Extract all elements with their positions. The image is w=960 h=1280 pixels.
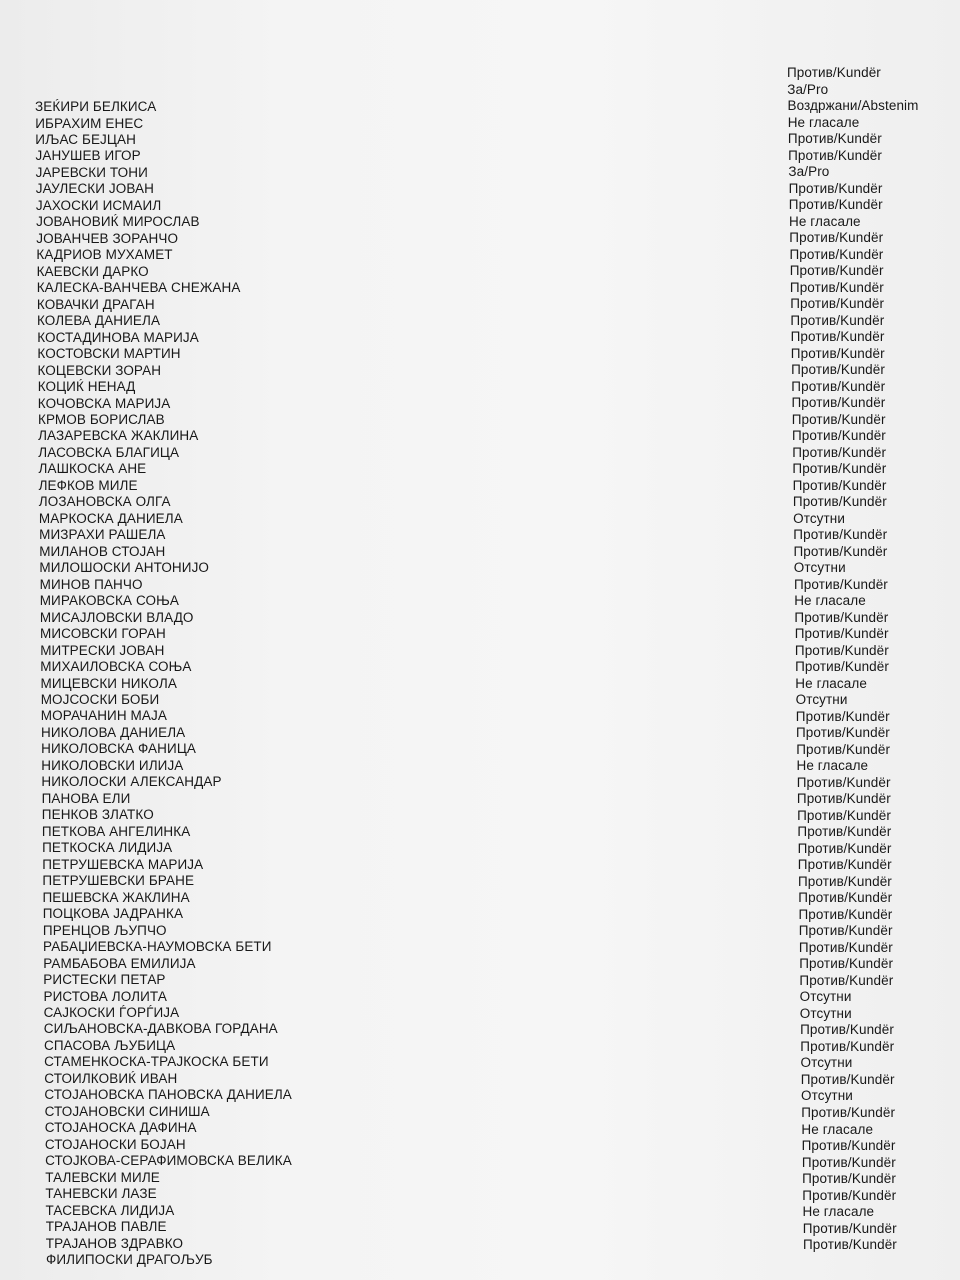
- vote-result: Против/Kundër: [798, 873, 892, 889]
- vote-result: Против/Kundër: [788, 147, 882, 163]
- vote-result: Против/Kundër: [795, 708, 890, 724]
- vote-result: Против/Kundër: [793, 543, 888, 559]
- voter-name: НИКОЛОВСКИ ИЛИЈА: [41, 757, 184, 773]
- vote-result: Против/Kundër: [791, 395, 886, 411]
- vote-result: За/Pro: [788, 164, 830, 179]
- vote-result: Против/Kundër: [789, 246, 884, 262]
- voter-name: ЈАНУШЕВ ИГОР: [35, 148, 141, 164]
- voter-name: МАРКОСКА ДАНИЕЛА: [38, 510, 183, 526]
- voter-name: СТОЈАНОВСКА ПАНОВСКА ДАНИЕЛА: [44, 1087, 292, 1103]
- voter-name: СТОИЛКОВИЌ ИВАН: [44, 1070, 178, 1086]
- vote-result: Отсутни: [795, 692, 848, 708]
- vote-result: Против/Kundër: [791, 378, 886, 394]
- voter-name: СПАСОВА ЉУБИЦА: [44, 1037, 176, 1053]
- voter-name: ТАСЕВСКА ЛИДИЈА: [45, 1202, 175, 1218]
- voter-name: РАМБАБОВА ЕМИЛИЈА: [43, 955, 196, 971]
- vote-result: Против/Kundër: [798, 939, 893, 955]
- vote-result: Не гласале: [795, 675, 867, 691]
- vote-result: Против/Kundër: [792, 428, 886, 444]
- vote-result: Против/Kundër: [795, 659, 889, 675]
- vote-result: Не гласале: [796, 758, 869, 774]
- vote-result: Против/Kundër: [788, 197, 883, 213]
- voter-name: ТРАЈАНОВ ЗДРАВКО: [45, 1235, 184, 1251]
- vote-result: Против/Kundër: [788, 180, 883, 196]
- vote-result: Против/Kundër: [789, 279, 884, 295]
- voter-name: СТОЈКОВА-СЕРАФИМОВСКА ВЕЛИКА: [45, 1153, 292, 1169]
- vote-result: Против/Kundër: [800, 1038, 895, 1054]
- voter-name: КОЦИЌ НЕНАД: [37, 379, 136, 394]
- voter-name: МИТРЕСКИ ЈОВАН: [40, 642, 165, 658]
- vote-result: Против/Kundër: [801, 1104, 896, 1120]
- voter-name: САЈКОСКИ ЃОРЃИЈА: [43, 1004, 180, 1020]
- vote-result: Против/Kundër: [802, 1187, 897, 1203]
- voter-name: КОЛЕВА ДАНИЕЛА: [37, 313, 161, 329]
- vote-result: Воздржани/Abstenim: [787, 98, 919, 113]
- voter-name: ЛАЗАРЕВСКА ЖАКЛИНА: [38, 428, 199, 444]
- voter-name: ТРАЈАНОВ ПАВЛЕ: [45, 1219, 167, 1235]
- voter-name: МИЗРАХИ РАШЕЛА: [39, 527, 166, 543]
- vote-result: Против/Kundër: [797, 807, 891, 823]
- vote-result: Против/Kundër: [787, 65, 881, 80]
- voter-name: МИСАЈЛОВСКИ ВЛАДО: [39, 609, 194, 625]
- voter-name: МОРАЧАНИН МАЈА: [40, 708, 167, 724]
- vote-result: Отсутни: [793, 510, 846, 526]
- voter-name: ПЕТКОСКА ЛИДИЈА: [42, 840, 173, 856]
- voter-name: НИКОЛОВСКА ФАНИЦА: [41, 741, 197, 757]
- vote-result: Против/Kundër: [800, 1022, 894, 1038]
- voter-name: ПЕШЕВСКА ЖАКЛИНА: [42, 889, 190, 905]
- voter-name: КАДРИОВ МУХАМЕТ: [36, 247, 173, 263]
- voter-name: СТАМЕНКОСКА-ТРАЈКОСКА БЕТИ: [44, 1054, 269, 1070]
- voter-name: ЈОВАНОВИЌ МИРОСЛАВ: [36, 214, 200, 230]
- voter-name: МИЛОШОСКИ АНТОНИЈО: [39, 560, 210, 576]
- voter-name: КОСТАДИНОВА МАРИЈА: [37, 329, 199, 345]
- vote-result: Против/Kundër: [796, 791, 891, 807]
- voter-name: МИСОВСКИ ГОРАН: [40, 626, 166, 642]
- vote-result: Не гласале: [787, 114, 860, 130]
- vote-result: Не гласале: [794, 593, 866, 609]
- voter-name: ПЕТРУШЕВСКА МАРИЈА: [42, 856, 204, 872]
- voter-name: СТОЈАНОСКИ БОЈАН: [44, 1136, 186, 1152]
- vote-result: Не гласале: [801, 1121, 874, 1137]
- voter-name: РАБАЏИЕВСКА-НАУМОВСКА БЕТИ: [43, 939, 272, 954]
- vote-result: Не гласале: [802, 1204, 875, 1219]
- vote-result: Против/Kundër: [798, 890, 893, 906]
- voter-name: КОВАЧКИ ДРАГАН: [36, 296, 155, 312]
- voter-name: ПОЦКОВА ЈАДРАНКА: [42, 906, 184, 922]
- voter-name: КОЧОВСКА МАРИЈА: [37, 395, 171, 411]
- voter-name: ЈОВАНЧЕВ ЗОРАНЧО: [36, 230, 179, 246]
- voter-name: ЈАУЛЕСКИ ЈОВАН: [35, 181, 154, 197]
- vote-result: Против/Kundër: [787, 131, 882, 146]
- voter-name: ЈАРЕВСКИ ТОНИ: [35, 164, 148, 180]
- voter-name: ПЕТРУШЕВСКИ БРАНЕ: [42, 873, 195, 889]
- voter-name: МИХАИЛОВСКА СОЊА: [40, 659, 192, 674]
- vote-result: Против/Kundër: [794, 576, 888, 592]
- vote-result: Отсутни: [799, 1005, 852, 1021]
- vote-result: Против/Kundër: [790, 329, 885, 345]
- vote-result: Против/Kundër: [794, 609, 889, 625]
- voter-name: ИЉАС БЕЈЦАН: [35, 131, 136, 147]
- voter-name: СИЉАНОВСКА-ДАВКОВА ГОРДАНА: [43, 1021, 278, 1037]
- vote-result: Против/Kundër: [790, 345, 885, 361]
- voter-name: ЗЕЌИРИ БЕЛКИСА: [35, 99, 157, 114]
- voter-name: НИКОЛОСКИ АЛЕКСАНДАР: [41, 774, 222, 790]
- vote-result: Против/Kundër: [792, 461, 887, 477]
- voter-name: ЛАШКОСКА АНЕ: [38, 461, 147, 477]
- voter-name: СТОЈАНОСКА ДАФИНА: [44, 1120, 197, 1136]
- voter-name: МИНОВ ПАНЧО: [39, 576, 143, 592]
- voter-name: КАЛЕСКА-ВАНЧЕВА СНЕЖАНА: [36, 280, 241, 296]
- vote-result: Против/Kundër: [790, 296, 885, 312]
- vote-result: Против/Kundër: [797, 824, 892, 840]
- vote-result: Не гласале: [789, 213, 861, 229]
- voter-name: МОЈСОСКИ БОБИ: [40, 692, 160, 707]
- voter-name: ИБРАХИМ ЕНЕС: [35, 115, 144, 131]
- voter-name: ЛЕФКОВ МИЛЕ: [38, 477, 138, 493]
- vote-result: Против/Kundër: [789, 230, 884, 246]
- vote-result: Против/Kundër: [802, 1171, 896, 1186]
- vote-result: Против/Kundër: [789, 263, 884, 279]
- voter-name: СТОЈАНОВСКИ СИНИША: [44, 1103, 210, 1119]
- vote-result: Против/Kundër: [801, 1154, 896, 1170]
- vote-result: Отсутни: [801, 1088, 853, 1104]
- vote-result: Отсутни: [793, 560, 846, 576]
- voter-name: НИКОЛОВА ДАНИЕЛА: [41, 724, 186, 740]
- voter-name: ЈАХОСКИ ИСМАИЛ: [35, 197, 162, 213]
- voter-name: РИСТОВА ЛОЛИТА: [43, 988, 167, 1004]
- vote-result: Против/Kundër: [794, 642, 889, 658]
- vote-result: Против/Kundër: [798, 906, 893, 922]
- vote-result: Отсутни: [799, 989, 852, 1005]
- vote-result: Против/Kundër: [791, 362, 885, 378]
- vote-result: Против/Kundër: [796, 725, 890, 741]
- vote-result: Против/Kundër: [802, 1220, 897, 1236]
- voter-name: ПРЕНЦОВ ЉУПЧО: [42, 922, 167, 938]
- vote-result: Против/Kundër: [790, 312, 885, 328]
- voter-name: ЛАСОВСКА БЛАГИЦА: [38, 444, 180, 460]
- voter-name: МИЦЕВСКИ НИКОЛА: [40, 675, 177, 691]
- vote-result: Против/Kundër: [801, 1138, 896, 1153]
- vote-result: Против/Kundër: [791, 411, 886, 427]
- vote-result: Против/Kundër: [793, 527, 888, 543]
- voter-name: ЛОЗАНОВСКА ОЛГА: [38, 494, 171, 510]
- vote-result: Против/Kundër: [800, 1071, 895, 1087]
- vote-result: Против/Kundër: [799, 956, 894, 972]
- voter-name: ТАЛЕВСКИ МИЛЕ: [45, 1169, 160, 1185]
- vote-result: Против/Kundër: [797, 840, 892, 856]
- voter-name: МИРАКОВСКА СОЊА: [39, 593, 179, 609]
- voter-name: ФИЛИПОСКИ ДРАГОЉУБ: [46, 1252, 213, 1267]
- voter-name: КОЦЕВСКИ ЗОРАН: [37, 362, 162, 378]
- vote-result: Против/Kundër: [799, 972, 894, 988]
- vote-result: Против/Kundër: [798, 923, 893, 939]
- voter-name: ПЕНКОВ ЗЛАТКО: [41, 807, 154, 823]
- voter-name: РИСТЕСКИ ПЕТАР: [43, 972, 166, 987]
- voter-name: ПАНОВА ЕЛИ: [41, 790, 131, 806]
- vote-result: Против/Kundër: [794, 626, 889, 642]
- voter-name: ПЕТКОВА АНГЕЛИНКА: [41, 823, 191, 839]
- vote-result: Против/Kundër: [796, 774, 891, 790]
- voter-name: КАЕВСКИ ДАРКО: [36, 263, 149, 279]
- vote-result: Против/Kundër: [792, 477, 887, 493]
- voter-name: ТАНЕВСКИ ЛАЗЕ: [45, 1186, 157, 1202]
- voter-name: МИЛАНОВ СТОЈАН: [39, 543, 166, 559]
- voter-name: КРМОВ БОРИСЛАВ: [38, 412, 165, 427]
- vote-result: Против/Kundër: [792, 444, 887, 460]
- vote-result: Против/Kundër: [792, 494, 887, 510]
- vote-result: Против/Kundër: [803, 1237, 897, 1252]
- vote-result: Против/Kundër: [796, 741, 891, 757]
- vote-result: За/Pro: [787, 81, 829, 97]
- vote-result: Отсутни: [800, 1055, 853, 1071]
- voter-name: КОСТОВСКИ МАРТИН: [37, 346, 181, 362]
- vote-result: Против/Kundër: [797, 857, 892, 873]
